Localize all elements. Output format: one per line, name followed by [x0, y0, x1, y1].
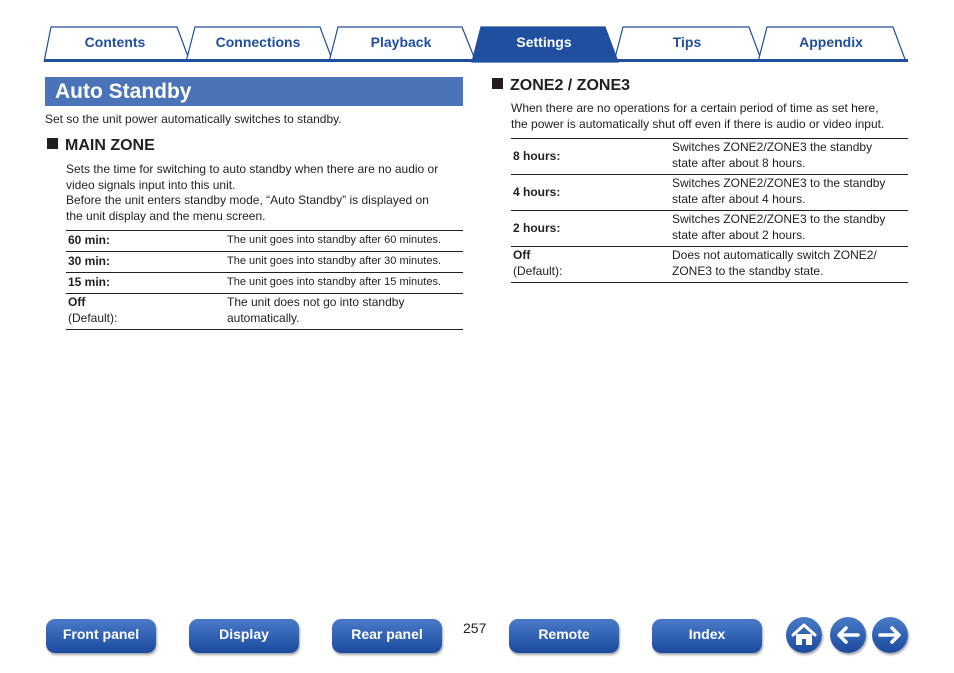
page-number: 257: [463, 620, 487, 636]
option-value: state after about 4 hours.: [672, 191, 806, 206]
zone2-heading: [492, 77, 630, 95]
option-key: Off: [513, 248, 531, 262]
option-key: 4 hours:: [511, 175, 670, 211]
option-value-cell: [670, 175, 908, 211]
option-key: 15 min:: [66, 273, 225, 294]
option-value: Switches ZONE2/ZONE3 to the standby: [672, 176, 886, 190]
tab-appendix[interactable]: Appendix: [799, 34, 863, 50]
front-panel-button[interactable]: Front panel: [46, 619, 156, 653]
option-value: automatically.: [227, 310, 300, 325]
main-zone-description-line: Before the unit enters standby mode, “Auto Standby” is displayed on: [66, 193, 429, 208]
square-bullet-icon: [492, 78, 503, 89]
forward-button[interactable]: [872, 617, 908, 653]
table-row: [66, 294, 463, 330]
option-key-note: (Default):: [513, 263, 563, 278]
square-bullet-icon: [47, 138, 58, 149]
table-row: [511, 211, 908, 247]
option-key: 60 min:: [66, 231, 225, 252]
tab-baseline: [44, 59, 908, 62]
table-row: [511, 139, 908, 175]
table-row: [511, 247, 908, 283]
option-value-cell: [225, 294, 463, 330]
option-key: 8 hours:: [511, 139, 670, 175]
remote-button[interactable]: Remote: [509, 619, 619, 653]
home-button[interactable]: [786, 617, 822, 653]
back-button[interactable]: [830, 617, 866, 653]
zone2-options-table: [511, 138, 908, 283]
tab-settings[interactable]: Settings: [516, 34, 572, 50]
tab-contents[interactable]: Contents: [84, 34, 146, 50]
option-value: The unit goes into standby after 60 minutes.: [225, 231, 463, 252]
option-key: Off: [68, 295, 86, 309]
section-banner: [45, 77, 463, 106]
home-icon: [786, 617, 822, 653]
table-row: [511, 175, 908, 211]
option-value-cell: [670, 247, 908, 283]
main-zone-description: [66, 162, 438, 224]
tab-playback[interactable]: Playback: [370, 34, 432, 50]
main-zone-description-line: Sets the time for switching to auto standby when there are no audio or: [66, 162, 439, 176]
section-intro: Set so the unit power automatically switches to standby.: [45, 112, 342, 126]
top-tab-bar: [0, 0, 954, 64]
back-arrow-icon: [830, 617, 866, 653]
display-button[interactable]: Display: [189, 619, 299, 653]
option-key: 2 hours:: [511, 211, 670, 247]
zone2-description: [511, 101, 884, 132]
option-value: Does not automatically switch ZONE2/: [672, 248, 877, 262]
table-row: [66, 231, 463, 252]
option-key-note: (Default):: [68, 310, 118, 325]
option-value: state after about 2 hours.: [672, 227, 806, 242]
zone2-description-line: the power is automatically shut off even if there is audio or video input.: [511, 116, 885, 131]
option-key-cell: [66, 294, 225, 330]
zone2-heading-text: ZONE2 / ZONE3: [510, 77, 631, 94]
main-zone-description-line: the unit display and the menu screen.: [66, 208, 266, 223]
option-value: The unit goes into standby after 30 minutes.: [225, 252, 463, 273]
option-value-cell: [670, 211, 908, 247]
option-value: ZONE3 to the standby state.: [672, 263, 824, 278]
table-row: [66, 273, 463, 294]
option-value-cell: [670, 139, 908, 175]
zone2-description-line: When there are no operations for a certain period of time as set here,: [511, 101, 879, 115]
option-key-cell: [511, 247, 670, 283]
page-title: Auto Standby: [55, 80, 192, 103]
option-value: state after about 8 hours.: [672, 155, 806, 170]
index-button[interactable]: Index: [652, 619, 762, 653]
tab-tips[interactable]: Tips: [672, 34, 702, 50]
tab-connections[interactable]: Connections: [215, 34, 301, 50]
table-row: [66, 252, 463, 273]
option-value: Switches ZONE2/ZONE3 the standby: [672, 140, 873, 154]
main-zone-description-line: video signals input into this unit.: [66, 177, 236, 192]
main-zone-heading-text: MAIN ZONE: [65, 137, 155, 154]
main-zone-options-table: [66, 230, 463, 330]
tab-bar-shapes: [0, 0, 954, 64]
option-value: The unit does not go into standby: [227, 295, 405, 309]
forward-arrow-icon: [872, 617, 908, 653]
option-value: The unit goes into standby after 15 minutes.: [225, 273, 463, 294]
option-key: 30 min:: [66, 252, 225, 273]
option-value: Switches ZONE2/ZONE3 to the standby: [672, 212, 886, 226]
rear-panel-button[interactable]: Rear panel: [332, 619, 442, 653]
main-zone-heading: [47, 137, 155, 155]
